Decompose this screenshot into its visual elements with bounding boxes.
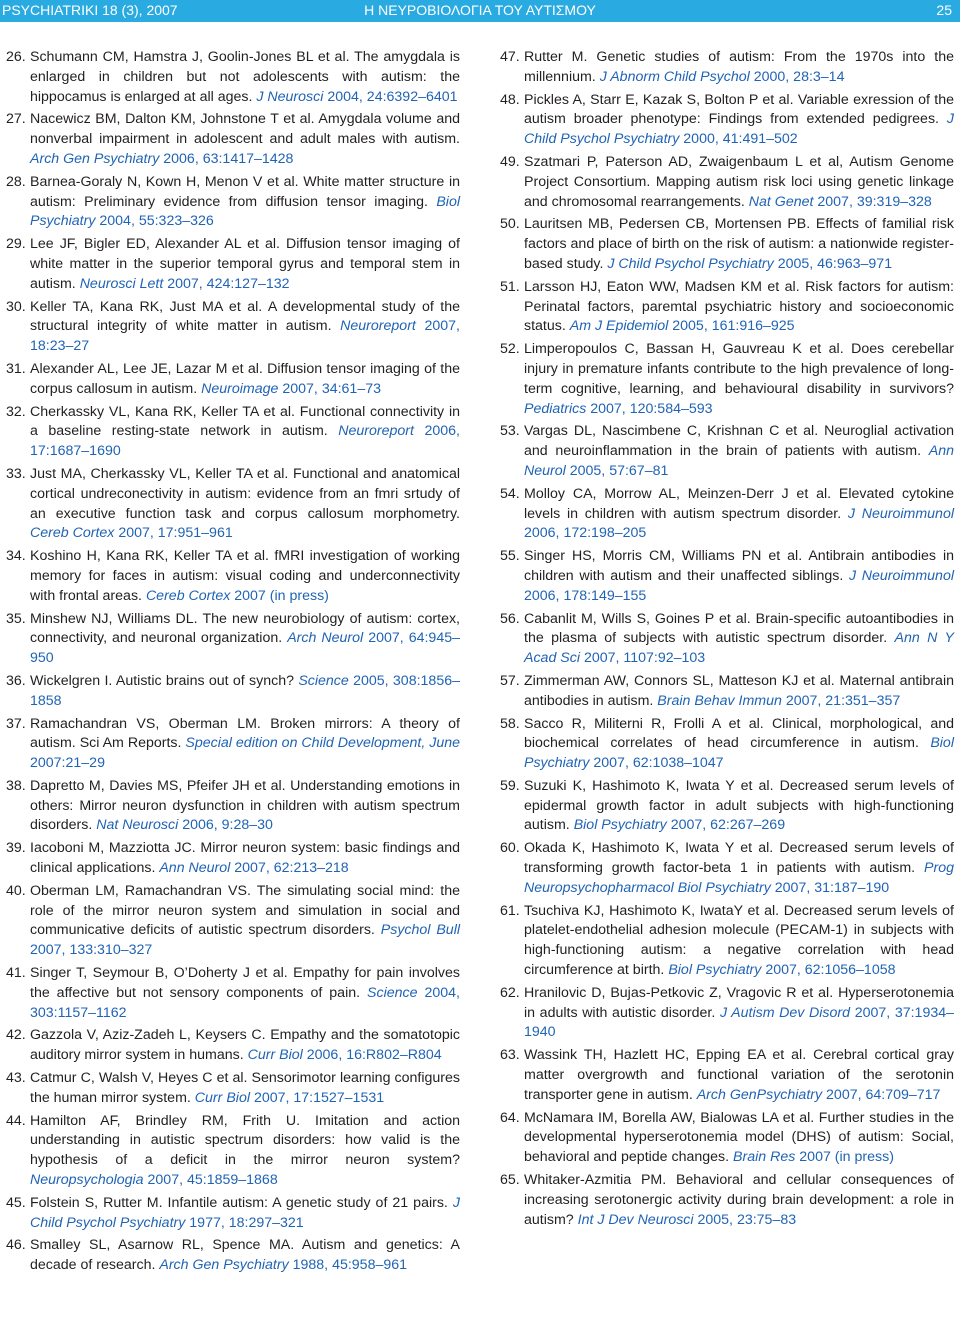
reference-details: 2007 (in press): [799, 1149, 894, 1166]
reference-text: Catmur C, Walsh V, Heyes C et al. Sensorimotor learning configures the human mirror system.: [30, 1070, 460, 1106]
reference-text: Sacco R, Militerni R, Frolli A et al. Clinical, morphological, and biochemical correlates of head circumference in autism.: [524, 715, 954, 752]
reference-text: Nacewicz BM, Dalton KM, Johnstone T et al. Amygdala volume and nonverbal impairment in adolescent and adult males with autism.: [30, 111, 460, 148]
reference-journal: Cereb Cortex: [145, 587, 231, 604]
reference-details: 2006, 172:198–205: [524, 525, 647, 542]
reference-details: 2007 (in press): [234, 587, 329, 604]
reference-journal: Ann Neurol: [159, 860, 231, 877]
reference-number: 27.: [6, 111, 26, 128]
reference-journal: Brain Res: [733, 1149, 796, 1166]
reference-details: 2007, 39:319–328: [817, 193, 932, 210]
reference-item: [500, 48, 954, 88]
reference-details: 2006, 63:1417–1428: [163, 150, 294, 167]
reference-journal: J Neuroimmunol: [848, 567, 954, 584]
reference-item: [500, 340, 954, 419]
reference-item: [6, 235, 460, 294]
reference-item: [6, 1069, 460, 1109]
reference-details: 2007, 64:709–717: [826, 1086, 941, 1103]
reference-number: 38.: [6, 777, 26, 794]
reference-number: 39.: [6, 840, 26, 857]
reference-item: [500, 672, 954, 712]
reference-text: Alexander AL, Lee JE, Lazar M et al. Diffusion tensor imaging of the corpus callosum in autism.: [30, 360, 460, 397]
reference-text: Hamilton AF, Brindley RM, Frith U. Imitation and action understanding in autistic spectrum disorders: how valid is the hypothesis of a deficit in the mirror neuron system?: [30, 1112, 460, 1169]
reference-text: Hranilovic D, Bujas-Petkovic Z, Vragovic R et al. Hyperserotonemia in adults with autistic disorder.: [524, 984, 954, 1021]
reference-details: 1977, 18:297–321: [189, 1214, 304, 1231]
reference-journal: Nat Neurosci: [96, 817, 179, 834]
reference-item: [6, 715, 460, 774]
reference-journal: Neuropsychologia: [30, 1172, 144, 1189]
reference-item: [500, 1046, 954, 1105]
reference-item: [500, 777, 954, 836]
reference-item: [6, 48, 460, 107]
reference-item: [500, 153, 954, 212]
reference-item: [500, 422, 954, 481]
reference-details: 2007, 62:213–218: [234, 860, 349, 877]
reference-details: 2007, 1107:92–103: [583, 650, 706, 667]
reference-number: 65.: [500, 1172, 520, 1189]
reference-number: 56.: [500, 610, 520, 627]
reference-text: Zimmerman AW, Connors SL, Matteson KJ et al. Maternal antibrain antibodies in autism.: [524, 672, 954, 709]
reference-item: [6, 465, 460, 544]
reference-journal: Biol Psychiatry: [573, 817, 667, 834]
reference-journal: Am J Epidemiol: [569, 318, 669, 335]
reference-number: 30.: [6, 298, 26, 315]
reference-text: Dapretto M, Davies MS, Pfeifer JH et al. Understanding emotions in others: Mirror neuron dysfunction in children with autism spectrum disorders.: [30, 777, 460, 834]
reference-number: 58.: [500, 715, 520, 732]
reference-text: Larsson HJ, Eaton WW, Madsen KM et al. Risk factors for autism: Perinatal factors, paremtal psychiatric history and socioeconomic status.: [524, 278, 954, 335]
reference-number: 63.: [500, 1047, 520, 1064]
reference-number: 55.: [500, 548, 520, 565]
page-number: 25: [936, 2, 952, 18]
reference-journal: Biol Psychiatry: [30, 193, 460, 230]
reference-number: 36.: [6, 672, 26, 689]
reference-details: 2007, 120:584–593: [590, 400, 713, 417]
reference-details: 2007, 37:1934–1940: [524, 1004, 955, 1041]
section-title: Η ΝΕΥΡΟΒΙΟΛΟΓΙΑ ΤΟΥ ΑΥΤΙΣΜΟΥ: [364, 2, 596, 18]
reference-journal: Nat Genet: [748, 193, 814, 210]
reference-item: [6, 360, 460, 400]
reference-number: 52.: [500, 341, 520, 358]
reference-item: [500, 1109, 954, 1168]
reference-number: 46.: [6, 1237, 26, 1254]
reference-item: [6, 964, 460, 1023]
reference-details: 2007, 62:267–269: [670, 817, 786, 834]
reference-number: 35.: [6, 610, 26, 627]
reference-details: 2007, 64:945–950: [30, 630, 460, 667]
reference-text: Oberman LM, Ramachandran VS. The simulating social mind: the role of the mirror neuron system and simulation in social and communicative deficits of autistic spectrum disorders.: [30, 882, 460, 939]
reference-number: 59.: [500, 777, 520, 794]
reference-item: [6, 173, 460, 232]
reference-journal: Curr Biol: [194, 1089, 250, 1106]
reference-journal: Neuroreport: [338, 423, 414, 440]
reference-item: [500, 610, 954, 669]
reference-details: 2007, 62:1056–1058: [765, 962, 896, 979]
reference-text: Szatmari P, Paterson AD, Zwaigenbaum L et al, Autism Genome Project Consortium. Mapping autism risk loci using genetic linkage and chromosomal rearrangements.: [524, 153, 954, 210]
reference-details: 2005, 46:963–971: [777, 255, 893, 272]
reference-item: [6, 298, 460, 357]
reference-item: [500, 215, 954, 274]
reference-number: 43.: [6, 1070, 26, 1087]
reference-item: [6, 610, 460, 669]
reference-journal: J Abnorm Child Psychol: [599, 68, 750, 85]
reference-text: Koshino H, Kana RK, Keller TA et al. fMRI investigation of working memory for faces in autism: visual coding and underconnectivity with frontal areas.: [30, 548, 460, 604]
reference-journal: Biol Psychiatry: [524, 735, 954, 772]
reference-number: 32.: [6, 403, 26, 420]
reference-text: Lauritsen MB, Pedersen CB, Mortensen PB. Effects of familial risk factors and place of birth on the risk of autism: a nationwide register-based study.: [524, 216, 954, 272]
reference-details: 1988, 45:958–961: [292, 1257, 408, 1274]
reference-text: Barnea-Goraly N, Kown H, Menon V et al. White matter structure in autism: Preliminary evidence from diffusion tensor imaging.: [30, 173, 460, 210]
reference-number: 34.: [6, 548, 26, 565]
reference-item: [6, 1236, 460, 1276]
reference-text: McNamara IM, Borella AW, Bialowas LA et al. Further studies in the developmental hyperserotonemia model (DHS) of autism: Social, behavioral and peptide changes.: [524, 1109, 954, 1166]
references-column-left: [6, 48, 460, 1279]
reference-journal: Psychol Bull: [380, 922, 460, 939]
reference-text: Singer T, Seymour B, O’Doherty J et al. Empathy for pain involves the affective but not sensory components of pain.: [30, 965, 460, 1001]
reference-journal: Prog Neuropsychopharmacol Biol Psychiatry: [524, 860, 954, 896]
reference-number: 28.: [6, 173, 26, 190]
reference-item: [6, 110, 460, 169]
reference-journal: Biol Psychiatry: [668, 962, 762, 979]
reference-item: [500, 839, 954, 898]
reference-journal: J Child Psychol Psychiatry: [607, 255, 774, 272]
reference-text: Whitaker-Azmitia PM. Behavioral and cellular consequences of increasing serotonergic activity during brain development: a role in autism?: [524, 1172, 954, 1228]
reference-details: 2006, 17:1687–1690: [30, 423, 460, 460]
reference-number: 57.: [500, 672, 520, 689]
reference-text: Keller TA, Kana RK, Just MA et al. A developmental study of the structural integrity of white matter in autism.: [30, 298, 460, 335]
reference-journal: Brain Behav Immun: [657, 692, 782, 709]
reference-item: [6, 672, 460, 712]
reference-number: 47.: [500, 49, 520, 65]
reference-text: Folstein S, Rutter M. Infantile autism: A genetic study of 21 pairs.: [30, 1194, 448, 1211]
reference-number: 51.: [500, 278, 520, 295]
reference-number: 61.: [500, 902, 520, 919]
reference-details: 2005, 161:916–925: [672, 318, 795, 335]
reference-item: [6, 547, 460, 606]
reference-journal: Ann Neurol: [524, 443, 954, 479]
reference-details: 2006, 178:149–155: [524, 587, 647, 604]
reference-journal: J Autism Dev Disord: [719, 1004, 851, 1021]
reference-text: Iacoboni M, Mazziotta JC. Mirror neuron system: basic findings and clinical applications.: [30, 840, 460, 877]
reference-journal: J Child Psychol Psychiatry: [524, 111, 954, 148]
reference-journal: Int J Dev Neurosci: [577, 1211, 694, 1228]
reference-text: Limperopoulos C, Bassan H, Gauvreau K et al. Does cerebellar injury in premature infants contribute to the high prevalence of long-term cognitive, learning, and behavioural disability in survivors?: [524, 341, 954, 397]
reference-number: 53.: [500, 423, 520, 440]
reference-item: [500, 902, 954, 981]
reference-details: 2004, 303:1157–1162: [30, 984, 460, 1021]
reference-item: [6, 882, 460, 961]
reference-text: Suzuki K, Hashimoto K, Iwata Y et al. Decreased serum levels of epidermal growth factor in adult subjects with high-functioning autism.: [524, 777, 954, 834]
reference-item: [500, 715, 954, 774]
reference-journal: Arch Neurol: [287, 630, 364, 647]
journal-issue: PSYCHIATRIKI 18 (3), 2007: [2, 2, 178, 18]
reference-journal: Special edition on Child Development, June: [185, 735, 460, 752]
reference-details: 2000, 41:491–502: [683, 131, 798, 148]
reference-details: 2007, 17:1527–1531: [253, 1089, 385, 1106]
reference-text: Wickelgren I. Autistic brains out of synch?: [30, 672, 294, 689]
reference-journal: Science: [298, 672, 349, 689]
reference-details: 2007, 45:1859–1868: [147, 1172, 278, 1189]
reference-details: 2006, 9:28–30: [182, 817, 273, 834]
reference-item: [500, 984, 954, 1043]
reference-item: [500, 91, 954, 150]
reference-text: Molloy CA, Morrow AL, Meinzen-Derr J et al. Elevated cytokine levels in children with autism spectrum disorder.: [524, 485, 954, 522]
reference-number: 42.: [6, 1027, 26, 1044]
reference-number: 37.: [6, 715, 26, 732]
reference-item: [500, 1171, 954, 1230]
reference-number: 54.: [500, 485, 520, 502]
reference-item: [500, 278, 954, 337]
reference-details: 2007, 18:23–27: [30, 318, 460, 355]
running-header: [0, 0, 960, 22]
reference-number: 45.: [6, 1194, 26, 1211]
reference-journal: J Child Psychol Psychiatry: [30, 1194, 460, 1231]
reference-number: 62.: [500, 984, 520, 1001]
reference-details: 2006, 16:R802–R804: [306, 1047, 442, 1064]
reference-journal: Neurosci Lett: [79, 275, 164, 292]
reference-text: Smalley SL, Asarnow RL, Spence MA. Autism and genetics: A decade of research.: [30, 1237, 460, 1274]
reference-text: Lee JF, Bigler ED, Alexander AL et al. Diffusion tensor imaging of white matter in the superior temporal gyrus and temporal stem in autism.: [30, 236, 460, 292]
reference-text: Pickles A, Starr E, Kazak S, Bolton P et al. Variable exression of the autism broader phenotype: Findings from extended pedigrees.: [524, 91, 954, 128]
reference-details: 2005, 23:75–83: [697, 1211, 797, 1228]
reference-details: 2007, 21:351–357: [785, 692, 901, 709]
reference-details: 2007, 133:310–327: [30, 942, 153, 959]
reference-text: Rutter M. Genetic studies of autism: From the 1970s into the millennium.: [524, 49, 954, 85]
reference-journal: Arch Gen Psychiatry: [159, 1257, 289, 1274]
reference-journal: Curr Biol: [247, 1047, 303, 1064]
reference-number: 48.: [500, 91, 520, 108]
reference-journal: Arch Gen Psychiatry: [30, 150, 160, 167]
reference-text: Gazzola V, Aziz-Zadeh L, Keysers C. Empathy and the somatotopic auditory mirror system in humans.: [30, 1027, 460, 1064]
reference-text: Cabanlit M, Wills S, Goines P et al. Brain-specific autoantibodies in the plasma of subjects with autistic spectrum disorder.: [524, 610, 954, 647]
reference-text: Schumann CM, Hamstra J, Goolin-Jones BL et al. The amygdala is enlarged in children but not adolescents with autism: the hippocamus is enlarged at all ages.: [30, 49, 460, 105]
reference-text: Minshew NJ, Williams DL. The new neurobiology of autism: cortex, connectivity, and neuronal organization.: [30, 610, 460, 647]
reference-item: [6, 1026, 460, 1066]
reference-number: 44.: [6, 1112, 26, 1129]
reference-details: 2007, 34:61–73: [282, 380, 381, 397]
reference-details: 2004, 55:323–326: [99, 213, 214, 230]
reference-text: Cherkassky VL, Kana RK, Keller TA et al. Functional connectivity in a baseline resting-state network in autism.: [30, 403, 460, 440]
reference-item: [500, 485, 954, 544]
reference-item: [6, 839, 460, 879]
reference-number: 50.: [500, 216, 520, 233]
reference-text: Singer HS, Morris CM, Williams PN et al. Antibrain antibodies in children with autism and their unaffected siblings.: [524, 548, 954, 584]
reference-journal: J Neurosci: [256, 88, 324, 105]
reference-text: Vargas DL, Nascimbene C, Krishnan C et al. Neuroglial activation and neuroinflammation in the brain of patients with autism.: [524, 423, 954, 460]
reference-journal: Cereb Cortex: [30, 525, 115, 542]
reference-details: 2007, 62:1038–1047: [593, 755, 724, 772]
reference-item: [6, 777, 460, 836]
reference-details: 2004, 24:6392–6401: [327, 88, 458, 105]
reference-journal: J Neuroimmunol: [847, 505, 954, 522]
reference-details: 2007, 31:187–190: [774, 879, 890, 896]
reference-journal: Pediatrics: [524, 400, 587, 417]
reference-number: 41.: [6, 965, 26, 982]
reference-item: [6, 1194, 460, 1234]
reference-number: 64.: [500, 1109, 520, 1126]
reference-text: Okada K, Hashimoto K, Iwata Y et al. Decreased serum levels of transforming growth factor-beta 1 in patients with autism.: [524, 840, 954, 877]
reference-text: Wassink TH, Hazlett HC, Epping EA et al. Cerebral cortical gray matter overgrowth and functional variation of the serotonin transporter gene in autism.: [524, 1047, 954, 1103]
reference-journal: Arch GenPsychiatry: [696, 1086, 823, 1103]
reference-text: Tsuchiva KJ, Hashimoto K, IwataY et al. Decreased serum levels of platelet-endothelial adhesion molecule (PECAM-1) in subjects with high-functioning autism: a negative correlation with head circumference at birth.: [524, 902, 954, 979]
reference-item: [500, 547, 954, 606]
reference-details: 2000, 28:3–14: [753, 68, 845, 85]
reference-details: 2007, 17:951–961: [118, 525, 233, 542]
reference-number: 60.: [500, 840, 520, 857]
references-column-right: [500, 48, 954, 1233]
reference-number: 26.: [6, 49, 26, 65]
reference-number: 49.: [500, 153, 520, 170]
reference-journal: Ann N Y Acad Sci: [524, 630, 954, 667]
reference-journal: Science: [367, 984, 418, 1001]
reference-item: [6, 1112, 460, 1191]
reference-number: 33.: [6, 465, 26, 482]
reference-number: 40.: [6, 882, 26, 899]
reference-journal: Neuroreport: [340, 318, 416, 335]
reference-details: 2005, 308:1856–1858: [30, 672, 460, 709]
reference-details: 2007, 424:127–132: [167, 275, 290, 292]
reference-number: 29.: [6, 236, 26, 253]
reference-number: 31.: [6, 360, 26, 377]
reference-journal: Neuroimage: [201, 380, 279, 397]
reference-details: 2005, 57:67–81: [569, 462, 669, 479]
reference-item: [6, 403, 460, 462]
reference-text: Just MA, Cherkassky VL, Keller TA et al. Functional and anatomical cortical undreconectivity in autism: evidence from an fmri srtudy of an executive function task and corpus callosum morphometry.: [30, 465, 460, 522]
reference-text: Ramachandran VS, Oberman LM. Broken mirrors: A theory of autism. Sci Am Reports.: [30, 715, 460, 752]
reference-details: 2007:21–29: [30, 755, 105, 772]
